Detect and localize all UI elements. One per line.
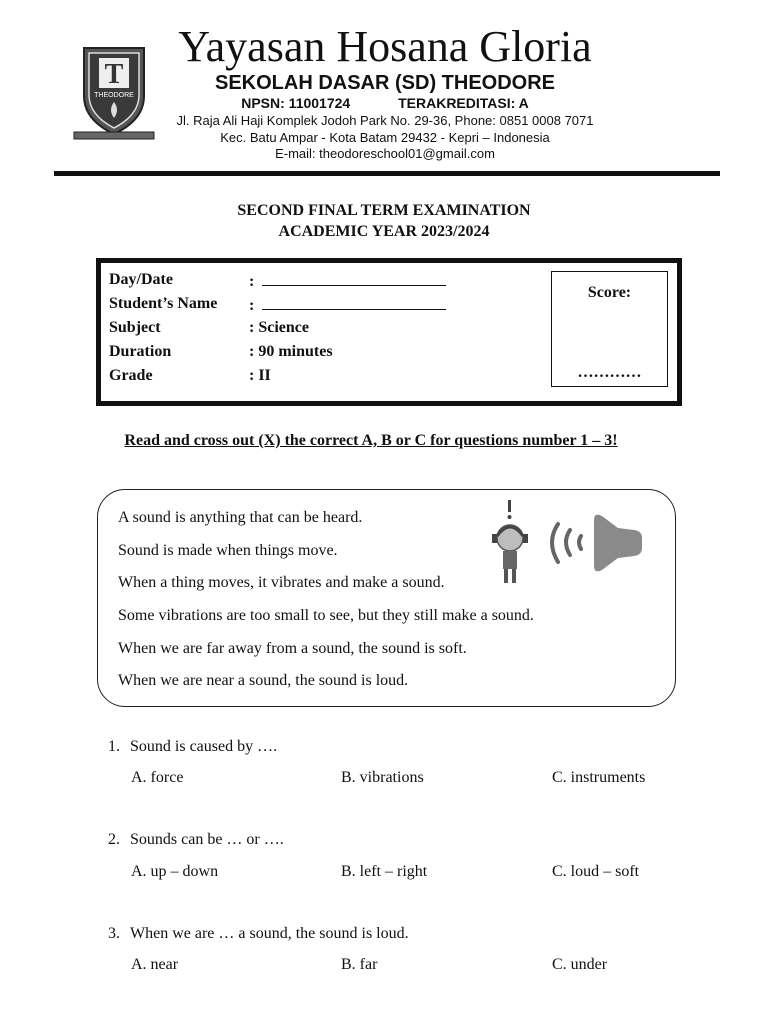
question-text: Sounds can be … or ….: [130, 831, 284, 848]
reading-line: When a thing moves, it vibrates and make a sound.: [118, 574, 445, 591]
info-label: Student’s Name: [109, 295, 218, 312]
option-a[interactable]: A. near: [131, 956, 179, 973]
npsn-accreditation-row: [150, 95, 620, 111]
academic-year: ACADEMIC YEAR 2023/2024: [278, 223, 490, 240]
exam-name: SECOND FINAL TERM EXAMINATION: [237, 202, 531, 219]
address-line-2: Kec. Batu Ampar - Kota Batam 29432 - Kepri – Indonesia: [220, 130, 550, 145]
info-value: :: [249, 295, 446, 315]
reading-passage-box: [97, 489, 676, 707]
option-a[interactable]: A. up – down: [131, 863, 219, 880]
reading-line: A sound is anything that can be heard.: [118, 509, 363, 526]
date-blank-line[interactable]: [262, 271, 446, 286]
sound-illustration-icon: [486, 498, 656, 586]
reading-line: When we are far away from a sound, the sound is soft.: [118, 640, 467, 657]
info-label: Grade: [109, 367, 153, 384]
option-c[interactable]: C. under: [552, 956, 608, 973]
instruction-text: Read and cross out (X) the correct A, B or C for questions number 1 – 3!: [124, 432, 618, 449]
question-text: Sound is caused by ….: [130, 738, 278, 755]
info-value: : Science: [249, 319, 309, 336]
score-label: Score:: [587, 284, 632, 301]
question-1: [108, 738, 277, 756]
question-text: When we are … a sound, the sound is loud.: [130, 925, 409, 942]
question-3: [108, 925, 409, 943]
info-label: Subject: [109, 319, 161, 336]
npsn: NPSN: 11001724: [241, 95, 351, 111]
score-box: [551, 271, 668, 387]
info-value: : 90 minutes: [249, 343, 333, 360]
score-dots: …………: [577, 364, 642, 381]
reading-line: When we are near a sound, the sound is loud.: [118, 672, 409, 689]
svg-text:THEODORE: THEODORE: [94, 92, 134, 99]
question-number: 1.: [108, 738, 120, 755]
question-number: 3.: [108, 925, 120, 942]
option-a[interactable]: A. force: [131, 769, 184, 786]
info-value: :: [249, 271, 446, 291]
option-c[interactable]: C. instruments: [552, 769, 646, 786]
svg-text:T: T: [104, 59, 124, 90]
reading-line: Sound is made when things move.: [118, 542, 338, 559]
question-2: [108, 831, 284, 849]
header-divider: [54, 171, 720, 176]
info-label: Duration: [109, 343, 172, 360]
info-value: : II: [249, 367, 271, 384]
student-info-box: [96, 258, 682, 406]
question-number: 2.: [108, 831, 120, 848]
option-b[interactable]: B. left – right: [341, 863, 428, 880]
info-label: Day/Date: [109, 271, 173, 288]
foundation-name: Yayasan Hosana Gloria: [178, 22, 592, 71]
option-b[interactable]: B. vibrations: [341, 769, 424, 786]
name-blank-line[interactable]: [262, 295, 446, 310]
option-c[interactable]: C. loud – soft: [552, 863, 640, 880]
accreditation: TERAKREDITASI: A: [398, 95, 529, 111]
reading-line: Some vibrations are too small to see, but they still make a sound.: [118, 607, 534, 624]
school-email: E-mail: theodoreschool01@gmail.com: [275, 146, 495, 161]
exam-title: [0, 200, 768, 242]
school-name: SEKOLAH DASAR (SD) THEODORE: [214, 72, 555, 94]
option-b[interactable]: B. far: [341, 956, 378, 973]
address-line-1: Jl. Raja Ali Haji Komplek Jodoh Park No. 29-36, Phone: 0851 0008 7071: [176, 113, 594, 128]
